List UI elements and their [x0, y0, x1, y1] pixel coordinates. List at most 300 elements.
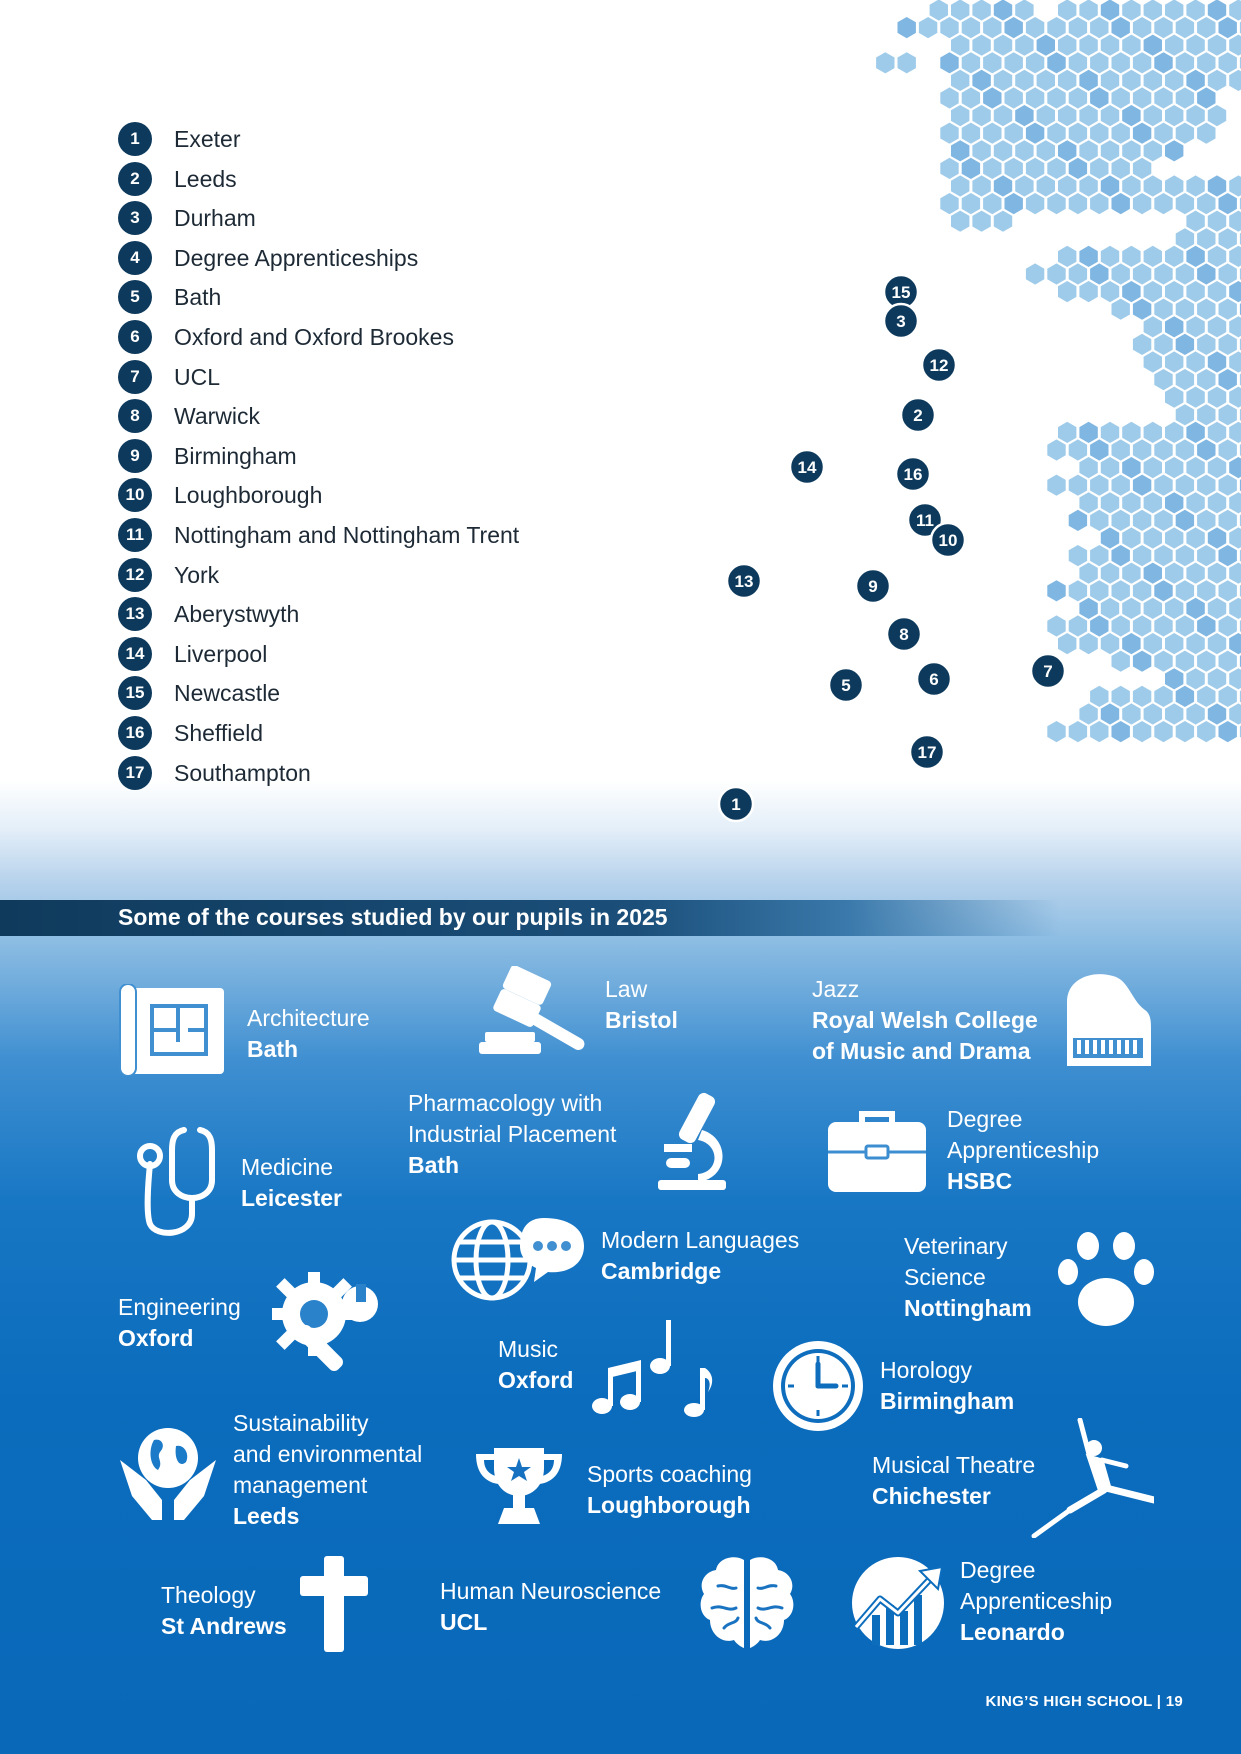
- map-hex: [1101, 457, 1119, 478]
- map-hex: [1229, 422, 1241, 443]
- map-hex: [1208, 457, 1226, 478]
- course-sports: [587, 1459, 752, 1521]
- map-hex: [1133, 299, 1151, 320]
- brain-icon: [698, 1554, 796, 1650]
- map-hex: [1133, 510, 1151, 531]
- map-hex: [1090, 17, 1108, 38]
- legend-label: York: [174, 561, 220, 588]
- gavel-icon: [477, 966, 593, 1066]
- course-subject: Horology: [880, 1357, 973, 1383]
- map-hex: [1219, 299, 1237, 320]
- legend-item: [118, 395, 598, 435]
- map-hex: [1154, 615, 1172, 636]
- course-subject: Architecture: [247, 1005, 370, 1031]
- map-hex: [1047, 439, 1065, 460]
- map-hex: [1079, 633, 1097, 654]
- map-hex: [1176, 580, 1194, 601]
- map-hex: [1208, 70, 1226, 91]
- map-hex: [1112, 686, 1130, 707]
- map-hex: [983, 87, 1001, 108]
- map-hex: [1069, 545, 1087, 566]
- map-hex: [1112, 475, 1130, 496]
- map-hex: [1079, 246, 1097, 267]
- legend-label: Aberystwyth: [174, 601, 300, 628]
- map-hex: [1133, 475, 1151, 496]
- legend-label: Exeter: [174, 126, 241, 152]
- map-hex: [1219, 580, 1237, 601]
- legend-number-badge: 14: [118, 637, 152, 671]
- map-hex: [1101, 35, 1119, 56]
- map-hex: [1112, 510, 1130, 531]
- legend-item: [118, 474, 598, 514]
- course-music: [498, 1334, 573, 1396]
- map-hex: [919, 17, 937, 38]
- map-hex: [1037, 175, 1055, 196]
- legend-item: [118, 276, 598, 316]
- map-hex: [951, 140, 969, 161]
- map-hex: [1197, 299, 1215, 320]
- course-degree-leonardo: [960, 1555, 1112, 1648]
- legend-number-badge: 1: [118, 122, 152, 156]
- course-place: Leeds: [233, 1503, 300, 1529]
- map-hex: [1165, 0, 1183, 21]
- map-marker-label: 5: [841, 676, 851, 695]
- map-hex: [994, 0, 1012, 21]
- map-hex: [972, 70, 990, 91]
- map-hex: [1122, 105, 1140, 126]
- map-marker-label: 10: [938, 531, 958, 550]
- map-hex: [1165, 633, 1183, 654]
- map-hex: [1229, 211, 1241, 232]
- legend-item: [118, 752, 598, 792]
- map-hex: [1005, 87, 1023, 108]
- map-marker-7: [1031, 654, 1065, 688]
- map-hex: [1090, 263, 1108, 284]
- map-hex: [972, 175, 990, 196]
- map-hex: [1229, 35, 1241, 56]
- legend-item: [118, 118, 598, 158]
- map-hex: [1197, 369, 1215, 390]
- map-hex: [1165, 563, 1183, 584]
- map-hex: [1229, 0, 1241, 21]
- map-marker-label: 7: [1043, 662, 1053, 681]
- legend-number-badge: 8: [118, 399, 152, 433]
- map-hex: [1101, 175, 1119, 196]
- map-hex: [1154, 193, 1172, 214]
- map-hex: [1176, 299, 1194, 320]
- map-hex: [1079, 598, 1097, 619]
- map-hex: [1219, 651, 1237, 672]
- map-hex: [1176, 686, 1194, 707]
- map-hex: [1122, 598, 1140, 619]
- map-marker-label: 13: [734, 572, 754, 591]
- legend-item: [118, 554, 598, 594]
- map-hex: [1069, 123, 1087, 144]
- map-hex: [1176, 52, 1194, 73]
- course-subject: Theology: [161, 1582, 256, 1608]
- map-hex: [940, 52, 958, 73]
- course-engineering: [118, 1292, 241, 1354]
- map-marker-label: 6: [929, 670, 939, 689]
- course-law: [605, 974, 678, 1036]
- map-marker-6: [917, 662, 951, 696]
- map-hex: [1101, 492, 1119, 513]
- map-marker-label: 8: [899, 625, 909, 644]
- course-place: Leonardo: [960, 1619, 1065, 1645]
- map-hex: [1176, 17, 1194, 38]
- map-hex: [1154, 17, 1172, 38]
- map-hex: [1112, 615, 1130, 636]
- map-marker-10: [931, 523, 965, 557]
- course-neuro: [440, 1576, 661, 1638]
- map-hex: [1176, 439, 1194, 460]
- map-hex: [1122, 703, 1140, 724]
- map-hex: [1112, 651, 1130, 672]
- map-marker-9: [856, 569, 890, 603]
- map-hex: [1069, 193, 1087, 214]
- map-hex: [1090, 52, 1108, 73]
- map-hex: [1208, 35, 1226, 56]
- map-marker-label: 1: [731, 795, 741, 814]
- course-subject: Engineering: [118, 1294, 241, 1320]
- course-subject: Human Neuroscience: [440, 1578, 662, 1604]
- legend-number-badge: 17: [118, 756, 152, 790]
- map-hex: [898, 52, 916, 73]
- map-hex: [1219, 510, 1237, 531]
- map-hex: [1229, 387, 1241, 408]
- map-hex: [1186, 211, 1204, 232]
- map-hex: [1101, 140, 1119, 161]
- map-hex: [1208, 316, 1226, 337]
- map-hex: [1058, 633, 1076, 654]
- map-hex: [1090, 510, 1108, 531]
- legend-item: [118, 633, 598, 673]
- map-hex: [1090, 158, 1108, 179]
- map-hex: [972, 35, 990, 56]
- map-hex: [1133, 545, 1151, 566]
- map-hex: [1101, 633, 1119, 654]
- course-place: Nottingham: [904, 1295, 1032, 1321]
- map-hex: [1133, 158, 1151, 179]
- map-hex: [1101, 105, 1119, 126]
- map-hex: [1101, 422, 1119, 443]
- music-notes-icon: [588, 1318, 714, 1418]
- legend-item: [118, 435, 598, 475]
- course-place: Royal Welsh College: [812, 1007, 1038, 1033]
- legend-label: Nottingham and Nottingham Trent: [174, 521, 520, 548]
- map-hex: [1144, 598, 1162, 619]
- legend-label: Loughborough: [174, 482, 323, 509]
- map-hex: [1133, 686, 1151, 707]
- map-hex: [1154, 369, 1172, 390]
- map-hex: [1154, 580, 1172, 601]
- course-place: Birmingham: [880, 1388, 1015, 1414]
- map-hex: [1154, 651, 1172, 672]
- map-hex: [1208, 281, 1226, 302]
- map-hex: [1197, 193, 1215, 214]
- map-hex: [1090, 545, 1108, 566]
- stethoscope-icon: [132, 1124, 232, 1242]
- map-hex: [1133, 439, 1151, 460]
- map-hex: [1229, 563, 1241, 584]
- map-hex: [1058, 0, 1076, 21]
- clock-icon: [770, 1338, 866, 1434]
- map-hex: [1144, 351, 1162, 372]
- map-hex: [1197, 334, 1215, 355]
- map-hex: [1229, 492, 1241, 513]
- map-marker-1: [719, 787, 753, 821]
- map-hex: [1165, 35, 1183, 56]
- map-hex: [1037, 35, 1055, 56]
- map-hex: [1197, 404, 1215, 425]
- map-hex: [1122, 281, 1140, 302]
- university-legend: [118, 118, 598, 791]
- map-hex: [1133, 87, 1151, 108]
- map-hex: [1219, 686, 1237, 707]
- map-hex: [1176, 87, 1194, 108]
- map-hex: [1047, 193, 1065, 214]
- map-hex: [1122, 422, 1140, 443]
- map-marker-14: [790, 450, 824, 484]
- course-place: Bath: [247, 1036, 299, 1062]
- map-hex: [1090, 193, 1108, 214]
- map-hex: [1144, 105, 1162, 126]
- map-hex: [1133, 580, 1151, 601]
- map-hex: [1101, 246, 1119, 267]
- map-marker-label: 2: [913, 406, 923, 425]
- map-hex: [1208, 703, 1226, 724]
- footer-page-number: 19: [1165, 1693, 1183, 1710]
- map-hex: [1154, 334, 1172, 355]
- course-subject-line2: and environmental: [233, 1441, 423, 1467]
- map-hex: [1186, 703, 1204, 724]
- course-subject-line3: management: [233, 1472, 368, 1498]
- course-place: Bath: [408, 1152, 460, 1178]
- map-hex: [1079, 703, 1097, 724]
- map-hex: [983, 52, 1001, 73]
- map-hex: [1197, 52, 1215, 73]
- map-hex: [1144, 140, 1162, 161]
- map-hex: [1208, 351, 1226, 372]
- legend-label: UCL: [174, 363, 221, 390]
- legend-label: Sheffield: [174, 719, 264, 746]
- map-marker-13: [727, 564, 761, 598]
- map-hex: [1112, 87, 1130, 108]
- map-hex: [1090, 123, 1108, 144]
- map-hex: [1186, 387, 1204, 408]
- course-architecture: [247, 1003, 370, 1065]
- course-subject: Sports coaching: [587, 1461, 752, 1487]
- map-hex: [1122, 492, 1140, 513]
- legend-number-badge: 13: [118, 597, 152, 631]
- map-hex: [1133, 123, 1151, 144]
- map-hex: [1165, 351, 1183, 372]
- map-hex: [983, 17, 1001, 38]
- map-hex: [1058, 281, 1076, 302]
- map-hex: [1047, 123, 1065, 144]
- map-hex: [1005, 158, 1023, 179]
- map-hex: [1122, 246, 1140, 267]
- map-hex: [1229, 351, 1241, 372]
- map-hex: [1122, 457, 1140, 478]
- map-hex: [994, 70, 1012, 91]
- map-hex: [1069, 580, 1087, 601]
- map-hex: [1229, 703, 1241, 724]
- map-hex: [1144, 457, 1162, 478]
- map-hex: [1229, 246, 1241, 267]
- piano-icon: [1063, 970, 1153, 1066]
- map-hex: [1026, 263, 1044, 284]
- map-hex: [1015, 105, 1033, 126]
- map-hex: [1176, 510, 1194, 531]
- map-hex: [1208, 211, 1226, 232]
- courses-banner: [0, 900, 1060, 936]
- map-hex: [1090, 615, 1108, 636]
- legend-item: [118, 514, 598, 554]
- map-marker-label: 3: [896, 312, 906, 331]
- map-hex: [1144, 527, 1162, 548]
- map-hex: [1229, 598, 1241, 619]
- map-hex: [1219, 369, 1237, 390]
- map-marker-8: [887, 617, 921, 651]
- map-hex: [1112, 158, 1130, 179]
- legend-label: Durham: [174, 205, 256, 232]
- growth-chart-icon: [850, 1555, 948, 1651]
- map-hex: [1026, 87, 1044, 108]
- map-hex: [1176, 193, 1194, 214]
- course-languages: [601, 1225, 799, 1287]
- legend-number-badge: 16: [118, 716, 152, 750]
- legend-item: [118, 316, 598, 356]
- map-hex: [1186, 633, 1204, 654]
- map-hex: [1058, 105, 1076, 126]
- map-hex: [1037, 105, 1055, 126]
- map-hex: [1047, 158, 1065, 179]
- map-marker-12: [922, 348, 956, 382]
- legend-label: Liverpool: [174, 640, 268, 667]
- map-hex: [1165, 175, 1183, 196]
- map-hex: [1133, 263, 1151, 284]
- map-hex: [1122, 633, 1140, 654]
- map-hex: [1219, 52, 1237, 73]
- course-subject: Sustainability: [233, 1410, 369, 1436]
- map-marker-3: [884, 304, 918, 338]
- map-hex: [1058, 422, 1076, 443]
- map-hex: [1197, 87, 1215, 108]
- map-hex: [1133, 193, 1151, 214]
- map-hex: [972, 0, 990, 21]
- map-hex: [1037, 70, 1055, 91]
- page-footer: [985, 1693, 1183, 1710]
- map-hex: [962, 52, 980, 73]
- map-hex: [983, 193, 1001, 214]
- map-hex: [994, 140, 1012, 161]
- legend-number-badge: 5: [118, 280, 152, 314]
- map-hex: [1165, 527, 1183, 548]
- footer-separator: |: [1156, 1693, 1162, 1710]
- map-hex: [1208, 633, 1226, 654]
- map-hex: [1219, 263, 1237, 284]
- map-hex: [1133, 334, 1151, 355]
- map-hex: [1122, 175, 1140, 196]
- map-hex: [1122, 563, 1140, 584]
- courses-banner-title: Some of the courses studied by our pupils in 2025: [118, 904, 668, 930]
- map-hex: [1144, 422, 1162, 443]
- map-hex: [1133, 17, 1151, 38]
- map-hex: [1208, 668, 1226, 689]
- map-hex: [1208, 492, 1226, 513]
- map-hex: [1112, 545, 1130, 566]
- map-hex: [1165, 70, 1183, 91]
- map-hex: [1219, 545, 1237, 566]
- map-hex: [1229, 70, 1241, 91]
- map-hex: [1112, 52, 1130, 73]
- map-hex: [1069, 615, 1087, 636]
- map-hex: [1090, 475, 1108, 496]
- course-place: Cambridge: [601, 1258, 722, 1284]
- trophy-icon: [472, 1446, 566, 1526]
- map-hex: [1122, 527, 1140, 548]
- blueprint-icon: [118, 984, 226, 1076]
- map-hex: [1197, 228, 1215, 249]
- map-hex: [1165, 246, 1183, 267]
- map-hex: [1186, 492, 1204, 513]
- map-hex: [1069, 510, 1087, 531]
- legend-label: Warwick: [174, 403, 261, 430]
- map-hex: [962, 87, 980, 108]
- map-hex: [1101, 598, 1119, 619]
- legend-label: Oxford and Oxford Brookes: [174, 323, 454, 350]
- course-jazz: [812, 974, 1038, 1067]
- legend-number-badge: 15: [118, 676, 152, 710]
- map-hex: [1186, 35, 1204, 56]
- map-hex: [1165, 316, 1183, 337]
- map-hex: [1026, 52, 1044, 73]
- map-hex: [1112, 580, 1130, 601]
- map-hex: [1101, 527, 1119, 548]
- map-hex: [1069, 158, 1087, 179]
- map-hex: [1015, 70, 1033, 91]
- map-hex: [1015, 0, 1033, 21]
- map-marker-label: 11: [916, 511, 934, 530]
- map-hex: [1005, 123, 1023, 144]
- course-place: Leicester: [241, 1185, 343, 1211]
- map-hex: [1079, 422, 1097, 443]
- map-hex: [1219, 615, 1237, 636]
- course-place-line2: of Music and Drama: [812, 1038, 1031, 1064]
- map-hex: [1133, 52, 1151, 73]
- map-hex: [1186, 351, 1204, 372]
- map-hex: [983, 158, 1001, 179]
- map-hex: [1005, 52, 1023, 73]
- map-hex: [1165, 457, 1183, 478]
- legend-number-badge: 10: [118, 478, 152, 512]
- map-hex: [1047, 615, 1065, 636]
- map-hex: [1186, 0, 1204, 21]
- map-hex: [1186, 175, 1204, 196]
- legend-number-badge: 11: [118, 518, 152, 552]
- map-hex: [1197, 721, 1215, 742]
- course-horology: [880, 1355, 1014, 1417]
- gear-wrench-icon: [270, 1268, 382, 1376]
- map-hex: [1122, 35, 1140, 56]
- map-hex: [1069, 721, 1087, 742]
- map-hex: [1144, 175, 1162, 196]
- paw-icon: [1058, 1230, 1154, 1328]
- legend-item: [118, 712, 598, 752]
- map-hex: [940, 87, 958, 108]
- map-hex: [1026, 17, 1044, 38]
